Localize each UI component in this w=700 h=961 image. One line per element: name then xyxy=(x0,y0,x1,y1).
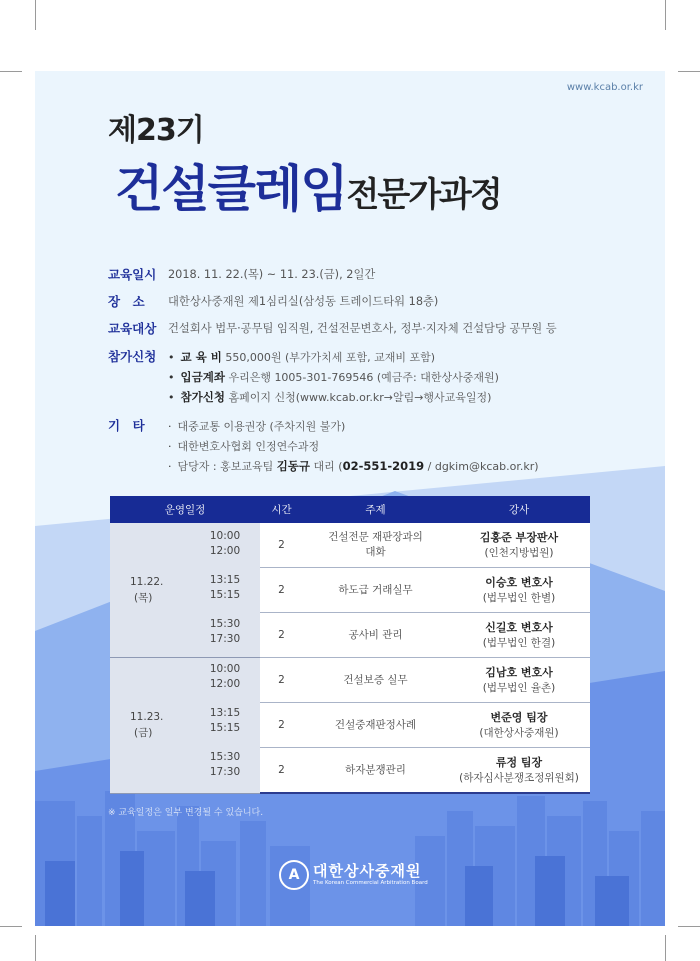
lecturer-cell: 신길호 변호사 (법무법인 한결) xyxy=(448,613,590,658)
info-value: 2018. 11. 22.(목) ~ 11. 23.(금), 2일간 xyxy=(168,268,376,281)
topic-cell: 건설보증 실무 xyxy=(303,658,448,703)
crop-mark xyxy=(665,0,666,30)
etc-contact: · 담당자 : 홍보교육팀 김동규 대리 (02-551-2019 / dgkim@kcab.or.kr) xyxy=(168,459,539,473)
apply-fee: • 교 육 비 550,000원 (부가가치세 포함, 교재비 포함) xyxy=(168,350,436,364)
info-value: 건설회사 법무·공무팀 임직원, 건설전문변호사, 정부·지자체 건설담당 공무원 등 xyxy=(168,322,557,335)
schedule-table xyxy=(110,496,590,794)
header-hours: 시간 xyxy=(260,496,303,523)
page-title xyxy=(115,149,501,221)
day-cell: 11.23. (금) xyxy=(110,658,260,794)
etc-certified: · 대한변호사협회 인정연수과정 xyxy=(168,440,320,453)
session-time: 13:15 15:15 xyxy=(209,574,241,601)
info-label: 참가신청 xyxy=(108,349,157,364)
session-time: 10:00 12:00 xyxy=(209,530,241,557)
hours-cell: 2 xyxy=(260,568,303,613)
session-time: 10:00 12:00 xyxy=(209,663,241,690)
table-row xyxy=(110,658,590,703)
day-cell: 11.22. (목) xyxy=(110,523,260,658)
apply-account: • 입금계좌 우리은행 1005-301-769546 (예금주: 대한상사중재원) xyxy=(168,370,499,384)
info-label: 기 타 xyxy=(108,418,145,433)
hours-cell: 2 xyxy=(260,613,303,658)
header-lecturer: 강사 xyxy=(448,496,590,523)
table-row xyxy=(110,523,590,568)
etc-transport: · 대중교통 이용권장 (주차지원 불가) xyxy=(168,420,346,433)
edition-title: 제23기 xyxy=(108,113,204,148)
info-label: 교육일시 xyxy=(108,267,157,282)
crop-mark xyxy=(678,71,700,72)
lecturer-cell: 류정 팀장 (하자심사분쟁조정위원회) xyxy=(448,748,590,794)
topic-cell: 하도급 거래실무 xyxy=(303,568,448,613)
contact-name: 김동규 xyxy=(276,459,311,473)
header-schedule: 운영일정 xyxy=(110,496,260,523)
schedule-note: ※ 교육일정은 일부 변경될 수 있습니다. xyxy=(108,808,264,818)
session-time: 15:30 17:30 xyxy=(209,751,241,778)
logo-name: 대한상사중재원 xyxy=(313,862,422,880)
logo-english-name: The Korean Commercial Arbitration Board xyxy=(313,880,428,886)
lecturer-cell: 변준영 팀장 (대한상사중재원) xyxy=(448,703,590,748)
lecturer-cell: 김남호 변호사 (법무법인 율촌) xyxy=(448,658,590,703)
info-value: 대한상사중재원 제1심리실(삼성동 트레이드타워 18층) xyxy=(168,295,439,308)
session-time: 15:30 17:30 xyxy=(209,618,241,645)
website-url: www.kcab.or.kr xyxy=(566,82,643,93)
hours-cell: 2 xyxy=(260,703,303,748)
topic-cell: 건설중재판정사례 xyxy=(303,703,448,748)
hours-cell: 2 xyxy=(260,523,303,568)
title-main: 건설클레임 xyxy=(115,160,347,218)
lecturer-cell: 이승호 변호사 (법무법인 한별) xyxy=(448,568,590,613)
title-suffix: 전문가과정 xyxy=(346,175,501,215)
apply-method: • 참가신청 홈페이지 신청(www.kcab.or.kr→알림→행사교육일정) xyxy=(168,390,492,404)
topic-cell: 하자분쟁관리 xyxy=(303,748,448,794)
crop-mark xyxy=(0,926,22,927)
topic-cell: 건설전문 재판장과의 대화 xyxy=(303,523,448,568)
crop-mark xyxy=(35,935,36,961)
hours-cell: 2 xyxy=(260,658,303,703)
topic-cell: 공사비 관리 xyxy=(303,613,448,658)
crop-mark xyxy=(678,926,700,927)
table-header-row xyxy=(110,496,590,523)
contact-phone: 02-551-2019 xyxy=(342,459,425,473)
logo-mark-icon: A xyxy=(279,860,309,890)
crop-mark xyxy=(0,71,22,72)
header-topic: 주제 xyxy=(303,496,448,523)
info-label: 교육대상 xyxy=(108,321,157,336)
info-label: 장 소 xyxy=(108,294,145,309)
crop-mark xyxy=(35,0,36,30)
hours-cell: 2 xyxy=(260,748,303,794)
poster xyxy=(35,71,665,926)
kcab-logo xyxy=(279,860,469,890)
lecturer-cell: 김홍준 부장판사 (인천지방법원) xyxy=(448,523,590,568)
crop-mark xyxy=(665,935,666,961)
session-time: 13:15 15:15 xyxy=(209,707,241,734)
